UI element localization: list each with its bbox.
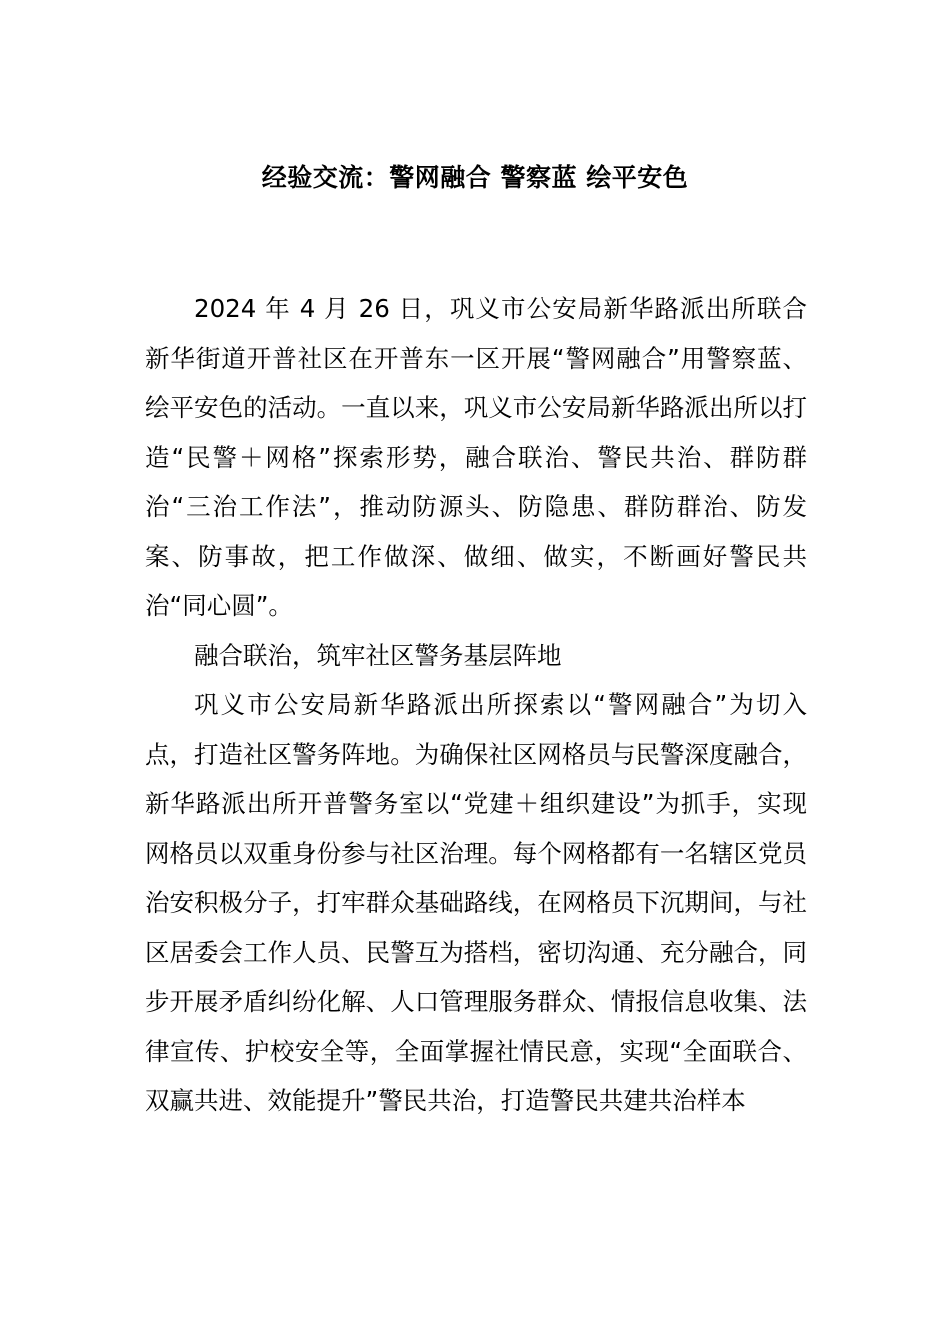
document-title: 经验交流：警网融合 警察蓝 绘平安色 [261, 163, 689, 192]
document-body [145, 284, 807, 1126]
section-heading: 融合联治，筑牢社区警务基层阵地 [194, 640, 562, 670]
section-paragraph: 巩义市公安局新华路派出所探索以“警网融合”为切入点，打造社区警务阵地。为确保社区网格员与民警深度融合，新华路派出所开普警务室以“党建＋组织建设”为抓手，实现网格员以双重身份参与社区治理。每个网格都有一名辖区党员治安积极分子，打牢群众基础路线，在网格员下沉期间，与社区居委会工作人员、民警互为搭档，密切沟通、充分融合，同步开展矛盾纠纷化解、人口管理服务群众、情报信息收集、法律宣传、护校安全等，全面掌握社情民意，实现“全面联合、双赢共进、效能提升”警民共治，打造警民共建共治样本 [145, 690, 807, 1115]
intro-paragraph: 2024 年 4 月 26 日，巩义市公安局新华路派出所联合新华街道开普社区在开普东一区开展“警网融合”用警察蓝、绘平安色的活动。一直以来，巩义市公安局新华路派出所以打造“民警＋网格”探索形势，融合联治、警民共治、群防群治“三治工作法”，推动防源头、防隐患、群防群治、防发案、防事故，把工作做深、做细、做实，不断画好警民共治“同心圆”。 [145, 294, 807, 620]
